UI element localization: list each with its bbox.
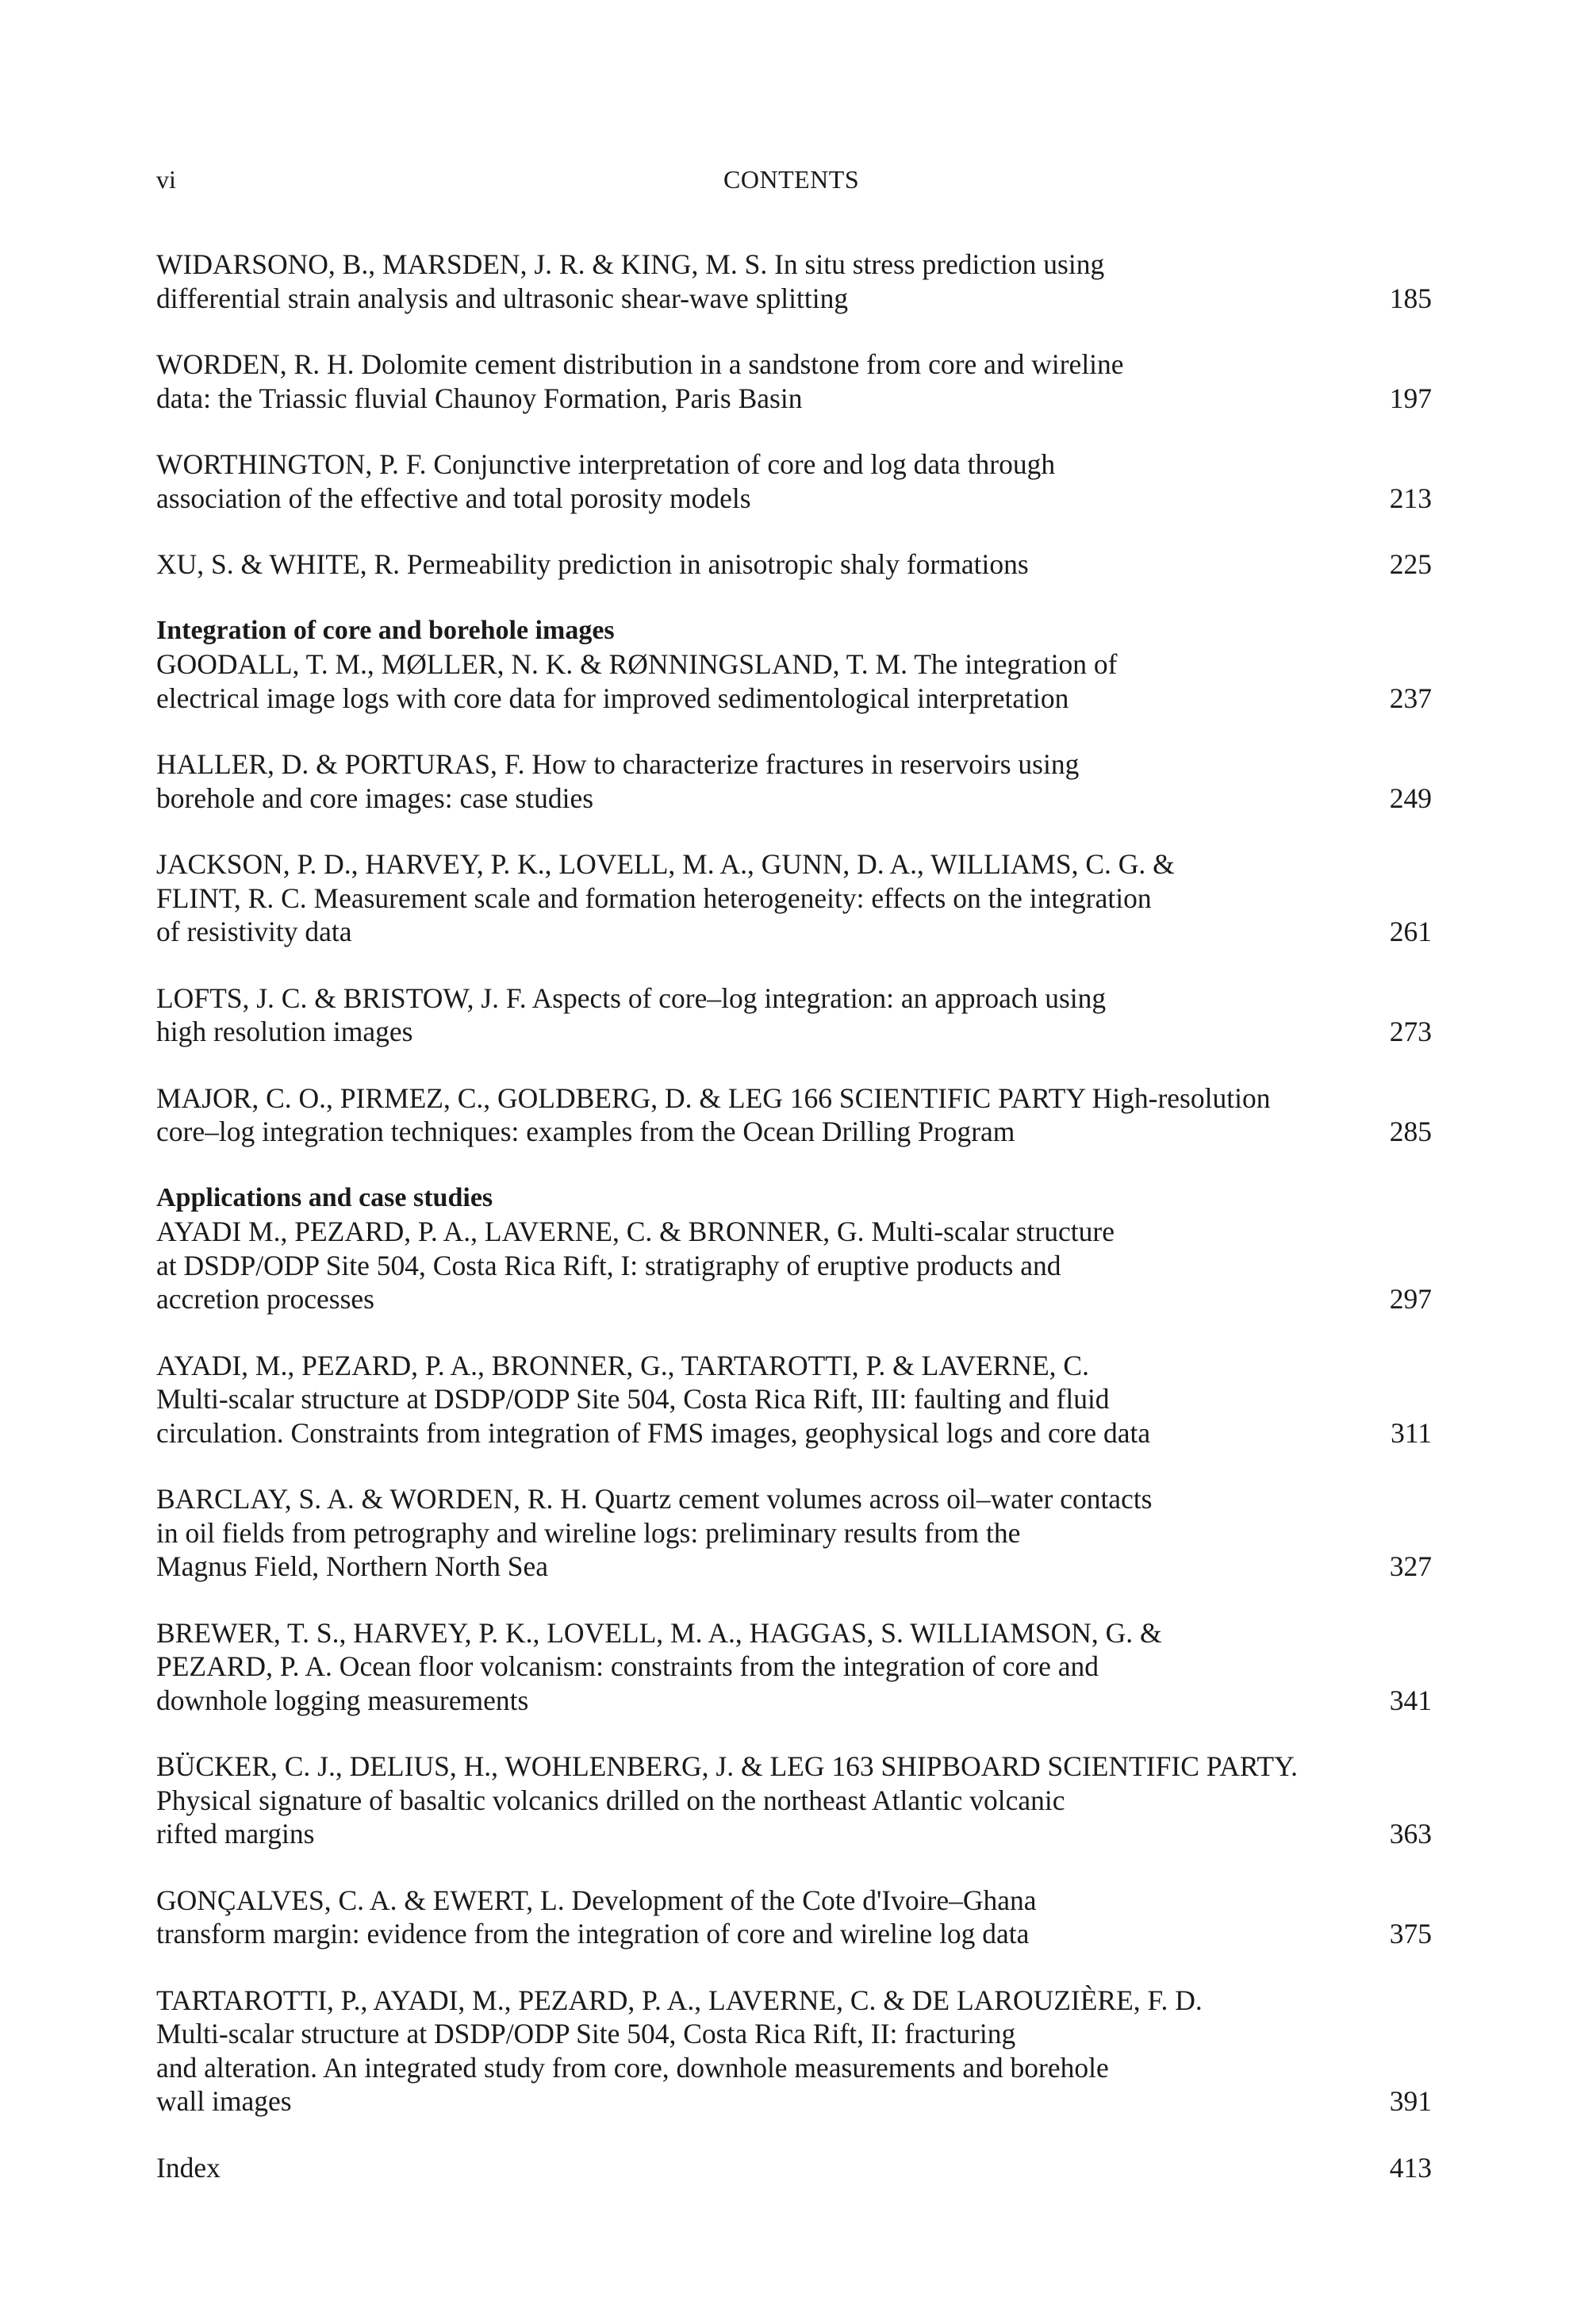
toc-entry[interactable] <box>156 1349 1432 1450</box>
entry-line: rifted margins <box>156 1818 315 1850</box>
running-head: CONTENTS <box>723 165 860 194</box>
section-applications <box>156 1181 1432 2118</box>
entry-line: downhole logging measurements <box>156 1684 529 1716</box>
toc-entry[interactable] <box>156 647 1432 715</box>
entry-page-number: 273 <box>1389 1016 1432 1047</box>
entry-line: at DSDP/ODP Site 504, Costa Rica Rift, I: stratigraphy of eruptive products and <box>156 1249 1061 1281</box>
entry-text <box>156 547 1376 582</box>
entry-line: in oil fields from petrography and wireline logs: preliminary results from the <box>156 1516 1021 1549</box>
section-core-borehole-images <box>156 614 1432 1149</box>
entry-page-number: 249 <box>1389 782 1432 814</box>
entry-text <box>156 847 1376 949</box>
entry-line: high resolution images <box>156 1016 413 1047</box>
entry-text <box>156 348 1376 415</box>
entry-line: data: the Triassic fluvial Chaunoy Formation, Paris Basin <box>156 382 803 414</box>
entry-page-number: 261 <box>1389 916 1432 947</box>
entry-line: BREWER, T. S., HARVEY, P. K., LOVELL, M. A., HAGGAS, S. WILLIAMSON, G. & <box>156 1616 1162 1649</box>
entry-page-number: 341 <box>1389 1684 1432 1716</box>
table-of-contents <box>156 248 1432 2217</box>
toc-entry[interactable] <box>156 448 1432 515</box>
entry-page-number: 237 <box>1389 682 1432 714</box>
entry-text <box>156 1984 1376 2118</box>
entry-line: TARTAROTTI, P., AYADI, M., PEZARD, P. A., LAVERNE, C. & DE LAROUZIÈRE, F. D. <box>156 1984 1203 2016</box>
entry-line: AYADI M., PEZARD, P. A., LAVERNE, C. & BRONNER, G. Multi-scalar structure <box>156 1216 1115 1247</box>
entry-text <box>156 1215 1376 1316</box>
entry-line: BÜCKER, C. J., DELIUS, H., WOHLENBERG, J. & LEG 163 SHIPBOARD SCIENTIFIC PARTY. <box>156 1750 1299 1782</box>
toc-entry[interactable] <box>156 248 1432 315</box>
toc-entry[interactable] <box>156 981 1432 1049</box>
toc-entry[interactable] <box>156 747 1432 815</box>
entry-line: Physical signature of basaltic volcanics drilled on the northeast Atlantic volcanic <box>156 1784 1065 1816</box>
entry-text <box>156 448 1376 515</box>
entry-text <box>156 1349 1376 1450</box>
entry-line: XU, S. & WHITE, R. Permeability prediction in anisotropic shaly formations <box>156 548 1029 580</box>
entry-line: BARCLAY, S. A. & WORDEN, R. H. Quartz cement volumes across oil–water contacts <box>156 1483 1153 1515</box>
entry-line: transform margin: evidence from the integration of core and wireline log data <box>156 1918 1030 1949</box>
entry-line: wall images <box>156 2085 292 2117</box>
entry-line: AYADI, M., PEZARD, P. A., BRONNER, G., TARTAROTTI, P. & LAVERNE, C. <box>156 1349 1089 1381</box>
section-heading: Integration of core and borehole images <box>156 615 615 645</box>
entry-line: MAJOR, C. O., PIRMEZ, C., GOLDBERG, D. & LEG 166 SCIENTIFIC PARTY High-resolution <box>156 1081 1271 1114</box>
entry-line: core–log integration techniques: examples from the Ocean Drilling Program <box>156 1116 1015 1147</box>
entry-text <box>156 248 1376 315</box>
entry-text <box>156 981 1376 1049</box>
entry-page-number: 297 <box>1389 1283 1432 1315</box>
toc-entry[interactable] <box>156 1984 1432 2118</box>
entry-page-number: 375 <box>1389 1918 1432 1949</box>
entry-line: PEZARD, P. A. Ocean floor volcanism: constraints from the integration of core and <box>156 1650 1099 1682</box>
entry-line: WIDARSONO, B., MARSDEN, J. R. & KING, M. S. In situ stress prediction using <box>156 248 1105 280</box>
entry-page-number: 391 <box>1389 2085 1432 2117</box>
toc-entry[interactable] <box>156 1081 1432 1149</box>
entry-line: Magnus Field, Northern North Sea <box>156 1550 548 1582</box>
entry-line: JACKSON, P. D., HARVEY, P. K., LOVELL, M. A., GUNN, D. A., WILLIAMS, C. G. & <box>156 848 1175 880</box>
entry-line: HALLER, D. & PORTURAS, F. How to characterize fractures in reservoirs using <box>156 748 1080 780</box>
entry-line: and alteration. An integrated study from core, downhole measurements and borehole <box>156 2051 1109 2084</box>
toc-entry[interactable] <box>156 1215 1432 1316</box>
entry-line: LOFTS, J. C. & BRISTOW, J. F. Aspects of core–log integration: an approach using <box>156 981 1107 1014</box>
toc-entry[interactable] <box>156 348 1432 415</box>
toc-entry[interactable] <box>156 1750 1432 1851</box>
entry-line: GOODALL, T. M., MØLLER, N. K. & RØNNINGSLAND, T. M. The integration of <box>156 648 1118 680</box>
entry-page-number: 225 <box>1389 548 1432 580</box>
entry-line: differential strain analysis and ultrasonic shear-wave splitting <box>156 282 849 314</box>
entry-line: GONÇALVES, C. A. & EWERT, L. Development of the Cote d'Ivoire–Ghana <box>156 1884 1037 1916</box>
section-heading: Applications and case studies <box>156 1182 493 1212</box>
entry-text <box>156 2151 1376 2185</box>
entry-text <box>156 1616 1376 1718</box>
toc-entry[interactable] <box>156 847 1432 949</box>
toc-entry[interactable] <box>156 1482 1432 1584</box>
entry-page-number: 213 <box>1389 482 1432 514</box>
entry-page-number: 285 <box>1389 1116 1432 1147</box>
entry-line: Multi-scalar structure at DSDP/ODP Site 504, Costa Rica Rift, III: faulting and fluid <box>156 1383 1110 1415</box>
entry-line: WORDEN, R. H. Dolomite cement distribution in a sandstone from core and wireline <box>156 348 1124 380</box>
entry-line: of resistivity data <box>156 916 352 947</box>
entry-line: circulation. Constraints from integration of FMS images, geophysical logs and core data <box>156 1416 1151 1449</box>
entry-line: WORTHINGTON, P. F. Conjunctive interpretation of core and log data through <box>156 448 1056 480</box>
toc-entry[interactable] <box>156 1884 1432 1951</box>
entry-line: Multi-scalar structure at DSDP/ODP Site 504, Costa Rica Rift, II: fracturing <box>156 2018 1016 2049</box>
entry-page-number: 185 <box>1389 282 1432 314</box>
entry-text <box>156 1884 1376 1951</box>
entry-line: electrical image logs with core data for improved sedimentological interpretation <box>156 682 1069 714</box>
entry-text <box>156 1081 1376 1149</box>
entry-line: association of the effective and total porosity models <box>156 482 751 514</box>
entry-page-number: 327 <box>1389 1550 1432 1582</box>
entry-text <box>156 647 1376 715</box>
entry-page-number: 363 <box>1389 1818 1432 1850</box>
toc-entry-index[interactable] <box>156 2151 1432 2185</box>
toc-entry[interactable] <box>156 547 1432 582</box>
entry-line: borehole and core images: case studies <box>156 782 594 814</box>
entry-line: FLINT, R. C. Measurement scale and formation heterogeneity: effects on the integration <box>156 882 1152 914</box>
entry-page-number: 413 <box>1389 2151 1432 2184</box>
entry-page-number: 197 <box>1389 382 1432 414</box>
entry-line: accretion processes <box>156 1283 374 1315</box>
entry-text <box>156 1482 1376 1584</box>
entry-line: Index <box>156 2151 221 2184</box>
entry-text <box>156 1750 1376 1851</box>
toc-entry[interactable] <box>156 1616 1432 1718</box>
entry-page-number: 311 <box>1391 1416 1432 1449</box>
page-number: vi <box>156 165 176 194</box>
entry-text <box>156 747 1376 815</box>
